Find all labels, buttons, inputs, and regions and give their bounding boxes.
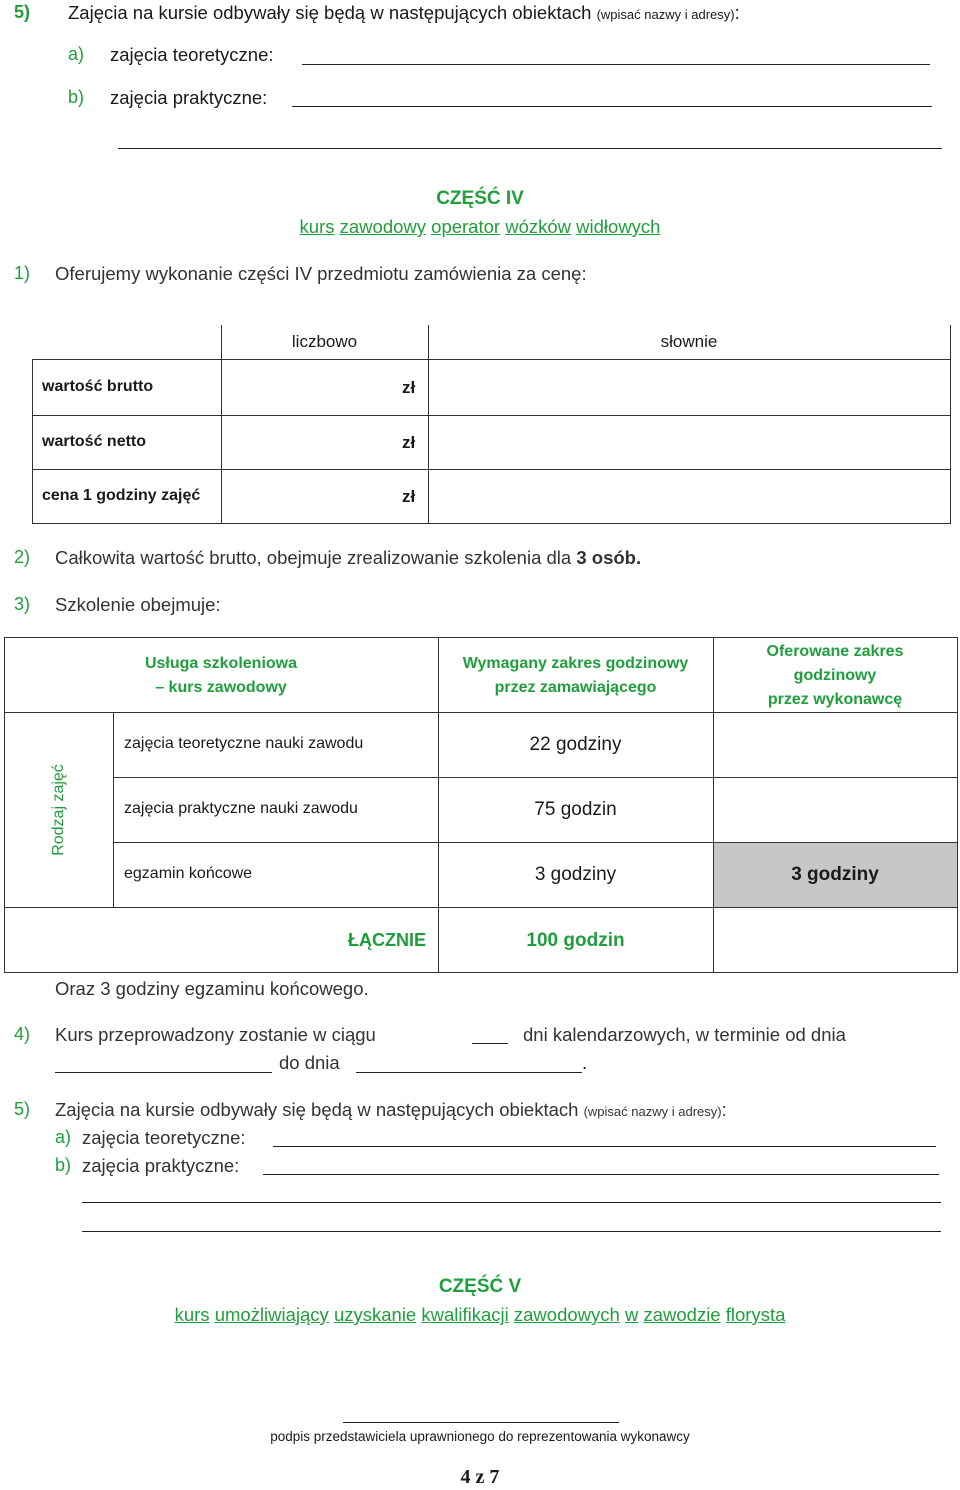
section-text: Zajęcia na kursie odbywały się będą w następujących obiektach (wpisać nazwy i adresy):	[55, 1099, 727, 1120]
row-label: cena 1 godziny zajęć	[42, 487, 201, 504]
sub-label-a: a)	[68, 44, 85, 64]
subtitle-word: widłowych	[576, 216, 661, 237]
gross-words-field[interactable]	[429, 360, 949, 414]
theory-label: zajęcia teoretyczne:	[110, 44, 274, 65]
training-intro: Szkolenie obejmuje:	[55, 594, 221, 615]
offered-total-field[interactable]	[714, 908, 957, 971]
item-number: 4)	[14, 1024, 31, 1044]
subtitle-word: zawodowy	[339, 216, 427, 237]
days-field[interactable]	[472, 1043, 508, 1044]
duration-text: do dnia	[279, 1052, 340, 1073]
section-text: Zajęcia na kursie odbywały się będą w następujących obiektach (wpisać nazwy i adresy):	[68, 2, 740, 23]
subtitle-word: kurs	[299, 216, 335, 237]
col-header-numeric: liczbowo	[291, 332, 358, 351]
theory-location-field[interactable]	[302, 64, 930, 65]
course-row-name: zajęcia teoretyczne nauki zawodu	[124, 735, 364, 752]
side-label: Rodzaj zajęć	[50, 764, 67, 856]
item-number: 3)	[14, 594, 31, 614]
hour-price-words-field[interactable]	[429, 470, 949, 522]
duration-text: Kurs przeprowadzony zostanie w ciągu	[55, 1024, 376, 1045]
currency-label: zł	[402, 487, 416, 506]
total-label: ŁĄCZNIE	[348, 930, 426, 950]
duration-text: dni kalendarzowych, w terminie od dnia	[523, 1024, 846, 1045]
net-value-field[interactable]	[222, 416, 392, 468]
required-hours: 22 godziny	[529, 734, 622, 755]
part-subtitle	[0, 216, 960, 238]
practice-label: zajęcia praktyczne:	[110, 87, 268, 108]
signature-field[interactable]	[343, 1422, 619, 1423]
currency-label: zł	[402, 378, 416, 397]
sub-label-a: a)	[55, 1127, 72, 1147]
header-service: Usługa szkoleniowa – kurs zawodowy	[144, 655, 298, 696]
practice-label: zajęcia praktyczne:	[82, 1155, 240, 1176]
subtitle-word: umożliwiający	[214, 1304, 329, 1325]
required-hours: 75 godzin	[534, 799, 617, 820]
offered-theory-field[interactable]	[714, 713, 957, 776]
subtitle-word: w	[624, 1304, 639, 1325]
start-date-field[interactable]	[55, 1072, 272, 1073]
subtitle-word: florysta	[725, 1304, 786, 1325]
gross-value-field[interactable]	[222, 360, 392, 414]
subtitle-word: kurs	[174, 1304, 210, 1325]
subtitle-word: zawodowych	[513, 1304, 620, 1325]
theory-location-field[interactable]	[273, 1146, 936, 1147]
col-header-words: słownie	[660, 332, 718, 351]
total-value: 100 godzin	[526, 930, 625, 951]
course-row-name: zajęcia praktyczne nauki zawodu	[124, 800, 358, 817]
header-required: Wymagany zakres godzinowy przez zamawiającego	[462, 655, 689, 696]
item-number: 1)	[14, 263, 31, 283]
currency-label: zł	[402, 433, 416, 452]
offer-text: Oferujemy wykonanie części IV przedmiotu zamówienia za cenę:	[55, 263, 587, 284]
row-label: wartość brutto	[42, 378, 154, 395]
item-number: 2)	[14, 547, 31, 567]
subtitle-word: operator	[431, 216, 501, 237]
practice-location-field[interactable]	[263, 1174, 939, 1175]
item-number: 5)	[14, 2, 31, 22]
header-offered: Oferowane zakres godzinowy przez wykonawcę	[766, 643, 904, 708]
page-number: 4 z 7	[460, 1466, 500, 1488]
part-title: CZĘŚĆ V	[438, 1276, 522, 1297]
period-mark: .	[582, 1052, 588, 1073]
address-extra-field[interactable]	[82, 1231, 941, 1232]
row-label: wartość netto	[42, 433, 147, 450]
part-title: CZĘŚĆ IV	[436, 188, 524, 209]
subtitle-word: wózków	[505, 216, 572, 237]
end-date-field[interactable]	[356, 1072, 582, 1073]
subtitle-word: uzyskanie	[333, 1304, 417, 1325]
sub-label-b: b)	[55, 1155, 72, 1175]
offered-hours: 3 godziny	[791, 864, 879, 885]
exam-note: Oraz 3 godziny egzaminu końcowego.	[55, 978, 369, 999]
item-number: 5)	[14, 1099, 31, 1119]
subtitle-word: zawodzie	[643, 1304, 721, 1325]
part-subtitle	[0, 1304, 960, 1326]
address-extra-field[interactable]	[82, 1202, 941, 1203]
theory-label: zajęcia teoretyczne:	[82, 1127, 246, 1148]
practice-location-field[interactable]	[292, 106, 932, 107]
gross-note: Całkowita wartość brutto, obejmuje zrealizowanie szkolenia dla 3 osób.	[55, 547, 642, 568]
offered-practice-field[interactable]	[714, 778, 957, 841]
net-words-field[interactable]	[429, 416, 949, 468]
course-row-name: egzamin końcowe	[124, 865, 253, 882]
address-extra-field[interactable]	[118, 148, 942, 149]
sub-label-b: b)	[68, 87, 85, 107]
subtitle-word: kwalifikacji	[421, 1304, 509, 1325]
signature-caption: podpis przedstawiciela uprawnionego do reprezentowania wykonawcy	[270, 1429, 690, 1444]
hour-price-field[interactable]	[222, 470, 392, 522]
required-hours: 3 godziny	[534, 864, 617, 885]
